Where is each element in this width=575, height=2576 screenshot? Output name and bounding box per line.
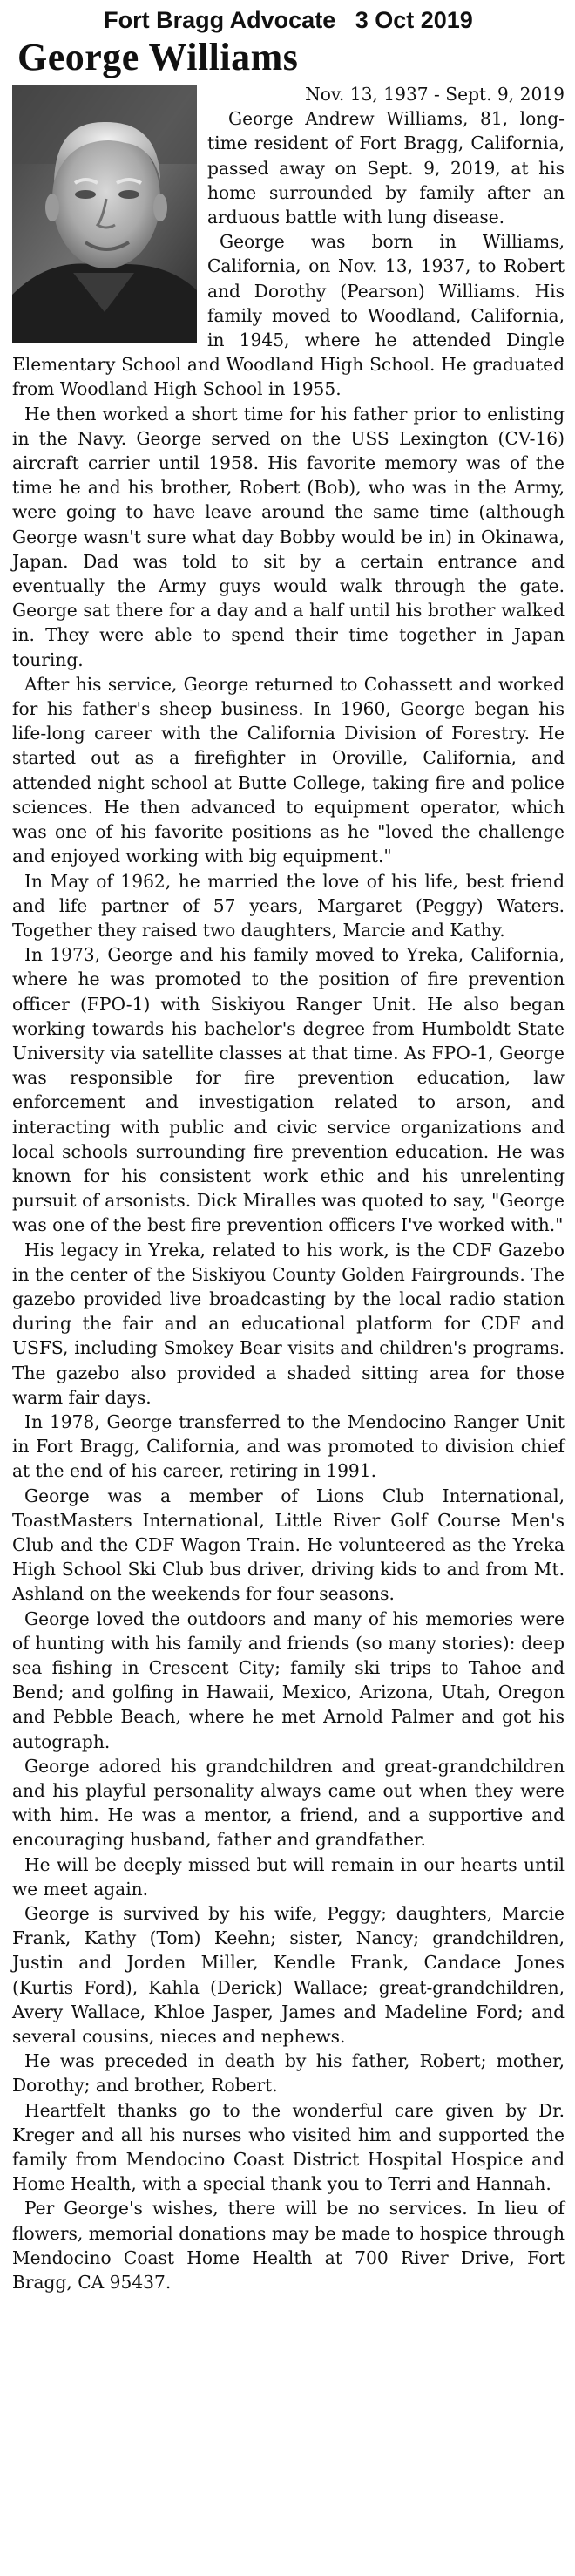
publication-header [12, 5, 565, 35]
obituary-paragraph: In May of 1962, he married the love of his life, best friend and life partner of 57 years, Margaret (Peggy) Waters. Together they raised two daughters, Marcie and Kathy. [12, 870, 565, 941]
obituary-body [12, 82, 565, 2294]
portrait-photo-icon [12, 85, 197, 343]
obituary-paragraph: George loved the outdoors and many of his memories were of hunting with his family and friends (so many stories): deep sea fishing in Crescent City; family ski trips to Tahoe and Bend; and golfing in Hawaii, Mexico, Arizona, Utah, Oregon and Pebble Beach, where he met Arnold Palmer and got his autograph. [12, 1607, 565, 1752]
life-dates: Nov. 13, 1937 - Sept. 9, 2019 [305, 84, 565, 105]
obituary-paragraph: George is survived by his wife, Peggy; daughters, Marcie Frank, Kathy (Tom) Keehn; sister, Nancy; grandchildren, Justin and Jorden Miller, Kendle Frank, Candace Jones (Kurtis Ford), Kahla (Derick) Wallace; great-grandchildren, Avery Wallace, Khloe Jasper, James and Madeline Ford; and several cousins, nieces and nephews. [12, 1903, 565, 2048]
obituary-paragraph: George Andrew Williams, 81, long-time resident of Fort Bragg, California, passed away on Sept. 9, 2019, at his home surrounded by family after an arduous battle with lung disease. [207, 108, 565, 228]
publication-name: Fort Bragg Advocate [104, 7, 336, 33]
obituary-paragraph: In 1978, George transferred to the Mendocino Ranger Unit in Fort Bragg, California, and was promoted to division chief at the end of his career, retiring in 1991. [12, 1410, 565, 1482]
obituary-paragraph: After his service, George returned to Cohassett and worked for his father's sheep business. In 1960, George began his life-long career with the California Division of Forestry. He started out as a firefighter in Oroville, California, and attended night school at Butte College, taking fire and police sciences. He then advanced to equipment operator, which was one of his favorite positions as he "loved the challenge and enjoyed working with big equipment." [12, 673, 565, 867]
obituary-name: George Williams [17, 36, 299, 78]
obituary-paragraph: He was preceded in death by his father, Robert; mother, Dorothy; and brother, Robert. [12, 2050, 565, 2097]
obituary-paragraph: George was a member of Lions Club International, ToastMasters International, Little River Golf Course Men's Club and the CDF Wagon Train. He volunteered as the Yreka High School Ski Club bus driver, driving kids to and from Mt. Ashland on the weekends for four seasons. [12, 1485, 565, 1605]
publication-date: 3 Oct 2019 [355, 7, 473, 33]
obituary-paragraph: George was born in Williams, California, on Nov. 13, 1937, to Robert and Dorothy (Pearson) Williams. His family moved to Woodland, California, in 1945, where he attended Dingle Elementary School and Woodland High School. He graduated from Woodland High School in 1955. [12, 231, 565, 400]
obituary-paragraph: George adored his grandchildren and great-grandchildren and his playful personality always came out when they were with him. He was a mentor, a friend, and a supportive and encouraging husband, father and grandfather. [12, 1755, 565, 1851]
obituary-paragraph: In 1973, George and his family moved to Yreka, California, where he was promoted to the position of fire prevention officer (FPO-1) with Siskiyou Ranger Unit. He also began working towards his bachelor's degree from Humboldt State University via satellite classes at that time. As FPO-1, George was responsible for fire prevention education, law enforcement and investigation related to arson, and interacting with public and civic service organizations and local schools surrounding fire prevention education. He was known for his consistent work ethic and his unrelenting pursuit of arsonists. Dick Miralles was quoted to say, "George was one of the best fire prevention officers I've worked with." [12, 944, 565, 1236]
obituary-paragraph: He then worked a short time for his father prior to enlisting in the Navy. George served on the USS Lexington (CV-16) aircraft carrier until 1958. His favorite memory was of the time he and his brother, Robert (Bob), who was in the Army, were going to have leave around the same time (although George wasn't sure what day Bobby would be in) in Okinawa, Japan. Dad was told to sit by a certain entrance and eventually the Army guys would walk through the gate. George sat there for a day and a half until his brother walked in. They were able to spend their time together in Japan touring. [12, 403, 565, 670]
obituary-paragraph: Per George's wishes, there will be no services. In lieu of flowers, memorial donations may be made to hospice through Mendocino Coast Home Health at 700 River Drive, Fort Bragg, CA 95437. [12, 2198, 565, 2294]
obituary-paragraph: His legacy in Yreka, related to his work, is the CDF Gazebo in the center of the Siskiyou County Golden Fairgrounds. The gazebo provided live broadcasting by the local radio station during the fair and an educational platform for CDF and USFS, including Smokey Bear visits and children's programs. The gazebo also provided a shaded sitting area for those warm fair days. [12, 1239, 565, 1408]
obituary-paragraph: He will be deeply missed but will remain in our hearts until we meet again. [12, 1853, 565, 1900]
obituary-paragraph: Heartfelt thanks go to the wonderful care given by Dr. Kreger and all his nurses who visited him and supported the family from Mendocino Coast District Hospital Hospice and Home Health, with a special thank you to Terri and Hannah. [12, 2099, 565, 2195]
